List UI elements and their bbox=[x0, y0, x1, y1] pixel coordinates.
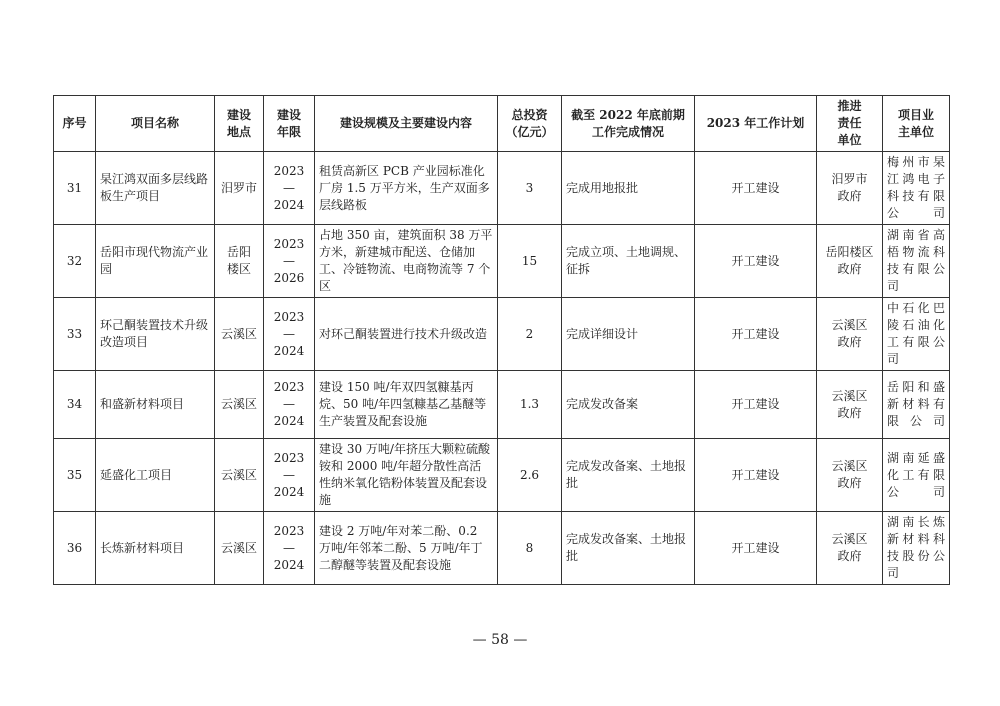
cell-owner: 中石化巴陵石油化工有限公司 bbox=[883, 298, 950, 371]
cell-invest: 8 bbox=[498, 512, 562, 585]
header-years: 建设 年限 bbox=[264, 96, 315, 152]
cell-invest: 15 bbox=[498, 225, 562, 298]
header-owner: 项目业 主单位 bbox=[883, 96, 950, 152]
header-responsible: 推进 责任 单位 bbox=[817, 96, 883, 152]
cell-responsible: 汨罗市 政府 bbox=[817, 152, 883, 225]
table-row bbox=[54, 152, 950, 225]
page-number: — 58 — bbox=[472, 632, 528, 648]
cell-years: 2023— 2024 bbox=[264, 298, 315, 371]
cell-name: 延盛化工项目 bbox=[96, 439, 215, 512]
table-row bbox=[54, 439, 950, 512]
cell-name: 杲江鸿双面多层线路板生产项目 bbox=[96, 152, 215, 225]
header-row bbox=[54, 96, 950, 152]
header-name: 项目名称 bbox=[96, 96, 215, 152]
header-no: 序号 bbox=[54, 96, 96, 152]
cell-no: 34 bbox=[54, 371, 96, 439]
cell-progress: 完成发改备案、土地报批 bbox=[562, 439, 695, 512]
cell-no: 31 bbox=[54, 152, 96, 225]
cell-owner: 湖南延盛化工有限公司 bbox=[883, 439, 950, 512]
cell-location: 云溪区 bbox=[215, 439, 264, 512]
cell-location: 云溪区 bbox=[215, 512, 264, 585]
cell-location: 云溪区 bbox=[215, 298, 264, 371]
cell-owner: 湖南省高梧物流科技有限公司 bbox=[883, 225, 950, 298]
cell-years: 2023— 2024 bbox=[264, 152, 315, 225]
cell-owner: 梅州市杲江鸿电子科技有限公司 bbox=[883, 152, 950, 225]
cell-content: 租赁高新区 PCB 产业园标准化厂房 1.5 万平方米，生产双面多层线路板 bbox=[315, 152, 498, 225]
cell-no: 33 bbox=[54, 298, 96, 371]
table-row bbox=[54, 512, 950, 585]
cell-invest: 2.6 bbox=[498, 439, 562, 512]
cell-plan: 开工建设 bbox=[695, 439, 817, 512]
cell-progress: 完成发改备案、土地报批 bbox=[562, 512, 695, 585]
cell-plan: 开工建设 bbox=[695, 371, 817, 439]
cell-years: 2023— 2024 bbox=[264, 439, 315, 512]
cell-location: 岳阳 楼区 bbox=[215, 225, 264, 298]
header-plan: 2023 年工作计划 bbox=[695, 96, 817, 152]
cell-progress: 完成发改备案 bbox=[562, 371, 695, 439]
cell-name: 长炼新材料项目 bbox=[96, 512, 215, 585]
header-content: 建设规模及主要建设内容 bbox=[315, 96, 498, 152]
cell-years: 2023— 2024 bbox=[264, 371, 315, 439]
table-row bbox=[54, 225, 950, 298]
cell-content: 建设 150 吨/年双四氢糠基丙烷、50 吨/年四氢糠基乙基醚等生产装置及配套设施 bbox=[315, 371, 498, 439]
cell-years: 2023— 2024 bbox=[264, 512, 315, 585]
project-table bbox=[53, 95, 950, 585]
table-row bbox=[54, 371, 950, 439]
cell-content: 建设 30 万吨/年挤压大颗粒硫酸铵和 2000 吨/年超分散性高活性纳米氧化锆粉体装置及配套设施 bbox=[315, 439, 498, 512]
cell-plan: 开工建设 bbox=[695, 298, 817, 371]
cell-responsible: 云溪区 政府 bbox=[817, 371, 883, 439]
cell-no: 35 bbox=[54, 439, 96, 512]
cell-progress: 完成详细设计 bbox=[562, 298, 695, 371]
cell-name: 环己酮装置技术升级改造项目 bbox=[96, 298, 215, 371]
cell-invest: 2 bbox=[498, 298, 562, 371]
cell-invest: 1.3 bbox=[498, 371, 562, 439]
cell-no: 36 bbox=[54, 512, 96, 585]
cell-plan: 开工建设 bbox=[695, 152, 817, 225]
header-progress: 截至 2022 年底前期 工作完成情况 bbox=[562, 96, 695, 152]
cell-location: 云溪区 bbox=[215, 371, 264, 439]
cell-content: 建设 2 万吨/年对苯二酚、0.2 万吨/年邻苯二酚、5 万吨/年丁二醇醚等装置及配套设施 bbox=[315, 512, 498, 585]
cell-responsible: 岳阳楼区 政府 bbox=[817, 225, 883, 298]
cell-no: 32 bbox=[54, 225, 96, 298]
cell-plan: 开工建设 bbox=[695, 225, 817, 298]
cell-responsible: 云溪区 政府 bbox=[817, 439, 883, 512]
cell-name: 和盛新材料项目 bbox=[96, 371, 215, 439]
header-location: 建设 地点 bbox=[215, 96, 264, 152]
cell-invest: 3 bbox=[498, 152, 562, 225]
header-invest: 总投资 （亿元） bbox=[498, 96, 562, 152]
table-row bbox=[54, 298, 950, 371]
cell-progress: 完成立项、土地调规、征拆 bbox=[562, 225, 695, 298]
cell-progress: 完成用地报批 bbox=[562, 152, 695, 225]
cell-location: 汨罗市 bbox=[215, 152, 264, 225]
cell-plan: 开工建设 bbox=[695, 512, 817, 585]
cell-owner: 湖南长炼新材料科技股份公司 bbox=[883, 512, 950, 585]
cell-content: 对环己酮装置进行技术升级改造 bbox=[315, 298, 498, 371]
cell-responsible: 云溪区 政府 bbox=[817, 298, 883, 371]
cell-owner: 岳阳和盛新材料有限公司 bbox=[883, 371, 950, 439]
cell-name: 岳阳市现代物流产业园 bbox=[96, 225, 215, 298]
cell-responsible: 云溪区 政府 bbox=[817, 512, 883, 585]
cell-years: 2023— 2026 bbox=[264, 225, 315, 298]
cell-content: 占地 350 亩，建筑面积 38 万平方米，新建城市配送、仓储加工、冷链物流、电商物流等 7 个区 bbox=[315, 225, 498, 298]
